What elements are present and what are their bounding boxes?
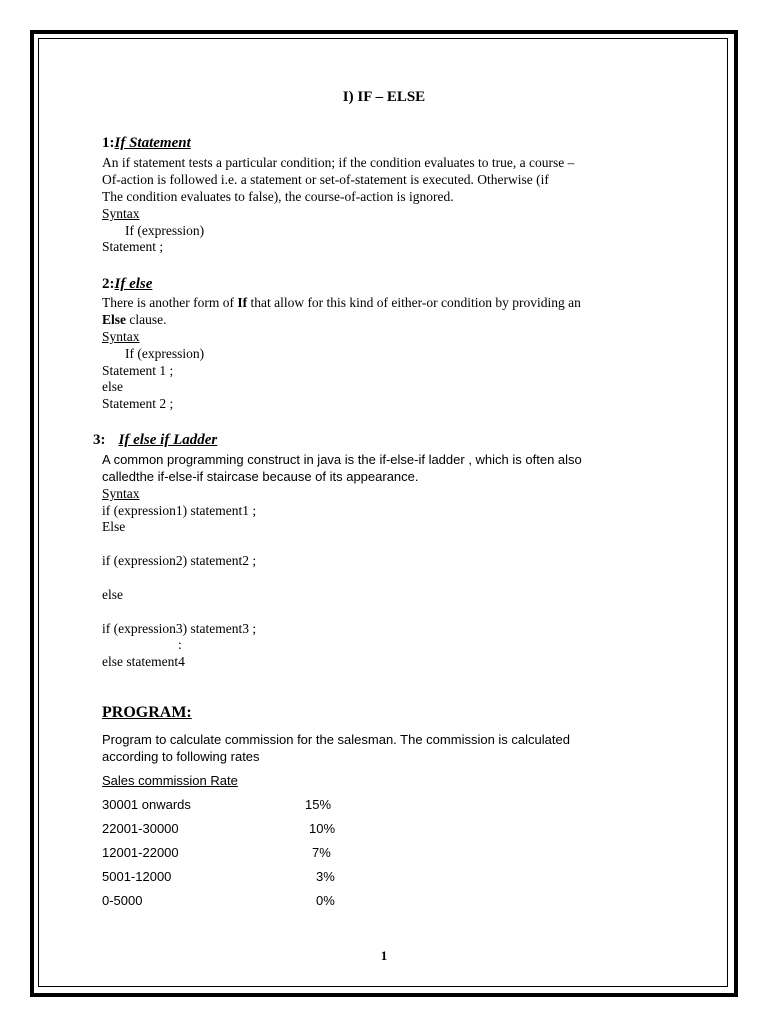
section-3-line-1: A common programming construct in java is the if-else-if ladder , which is often also xyxy=(102,452,582,467)
section-2-code-line: If (expression) xyxy=(125,346,205,361)
rate-row-range: 12001-22000 xyxy=(102,845,179,860)
section-3-code-line: if (expression2) statement2 ; xyxy=(102,553,257,568)
rate-row-rate: 3% xyxy=(316,869,335,884)
rate-row-range: 5001-12000 xyxy=(102,869,172,884)
section-2-heading xyxy=(102,276,152,293)
rate-row-range: 22001-30000 xyxy=(102,821,179,836)
section-1-line-3: The condition evaluates to false), the course-of-action is ignored. xyxy=(102,189,454,204)
keyword-else: Else xyxy=(102,312,127,327)
section-2-code-line: Statement 1 ; xyxy=(102,363,174,378)
rate-table-header: Sales commission Rate xyxy=(102,773,238,788)
section-1-line-1: An if statement tests a particular condition; if the condition evaluates to true, a course – xyxy=(102,155,575,170)
section-2-code-line: Statement 2 ; xyxy=(102,396,174,411)
section-2-line-1 xyxy=(102,294,581,311)
text-run: There is another form of xyxy=(102,295,238,310)
section-3-number: 3: xyxy=(93,432,106,448)
rate-row-rate: 7% xyxy=(312,845,331,860)
rate-row-rate: 0% xyxy=(316,893,335,908)
program-description-line: according to following rates xyxy=(102,749,260,764)
section-3-code-line: if (expression3) statement3 ; xyxy=(102,621,257,636)
section-1-heading xyxy=(102,135,191,152)
text-run: clause. xyxy=(126,312,167,327)
program-description-line: Program to calculate commission for the salesman. The commission is calculated xyxy=(102,732,570,747)
section-3-title: If else if Ladder xyxy=(118,432,218,448)
rate-row-rate: 15% xyxy=(305,797,332,812)
rate-row-rate: 10% xyxy=(309,821,336,836)
section-3-syntax-label: Syntax xyxy=(102,486,140,501)
section-3-code-line: : xyxy=(178,637,182,652)
section-1-syntax-label: Syntax xyxy=(102,206,140,221)
keyword-if: If xyxy=(237,295,248,310)
text-run: that allow for this kind of either-or condition by providing an xyxy=(247,295,581,310)
section-3-code-line: if (expression1) statement1 ; xyxy=(102,503,257,518)
section-2-syntax-label: Syntax xyxy=(102,329,140,344)
section-3-code-line: Else xyxy=(102,519,126,534)
section-2-line-2 xyxy=(102,311,167,328)
page-number: 1 xyxy=(380,948,388,963)
section-3-code-line: else xyxy=(102,587,123,602)
rate-row-range: 30001 onwards xyxy=(102,797,191,812)
section-1-code-line: If (expression) xyxy=(125,223,205,238)
section-1-title: If Statement xyxy=(114,135,191,151)
section-1-line-2: Of-action is followed i.e. a statement or set-of-statement is executed. Otherwise (if xyxy=(102,172,549,187)
section-1-number: 1: xyxy=(102,135,115,151)
section-3-heading xyxy=(93,432,217,449)
section-2-title: If else xyxy=(114,276,153,292)
section-2-number: 2: xyxy=(102,276,115,292)
page-title: I) IF – ELSE xyxy=(342,89,426,105)
section-3-code-line: else statement4 xyxy=(102,654,185,669)
section-1-code-line: Statement ; xyxy=(102,239,164,254)
program-heading: PROGRAM: xyxy=(102,704,192,721)
section-2-code-line: else xyxy=(102,379,123,394)
rate-row-range: 0-5000 xyxy=(102,893,143,908)
section-3-line-2: calledthe if-else-if staircase because of its appearance. xyxy=(102,469,419,484)
